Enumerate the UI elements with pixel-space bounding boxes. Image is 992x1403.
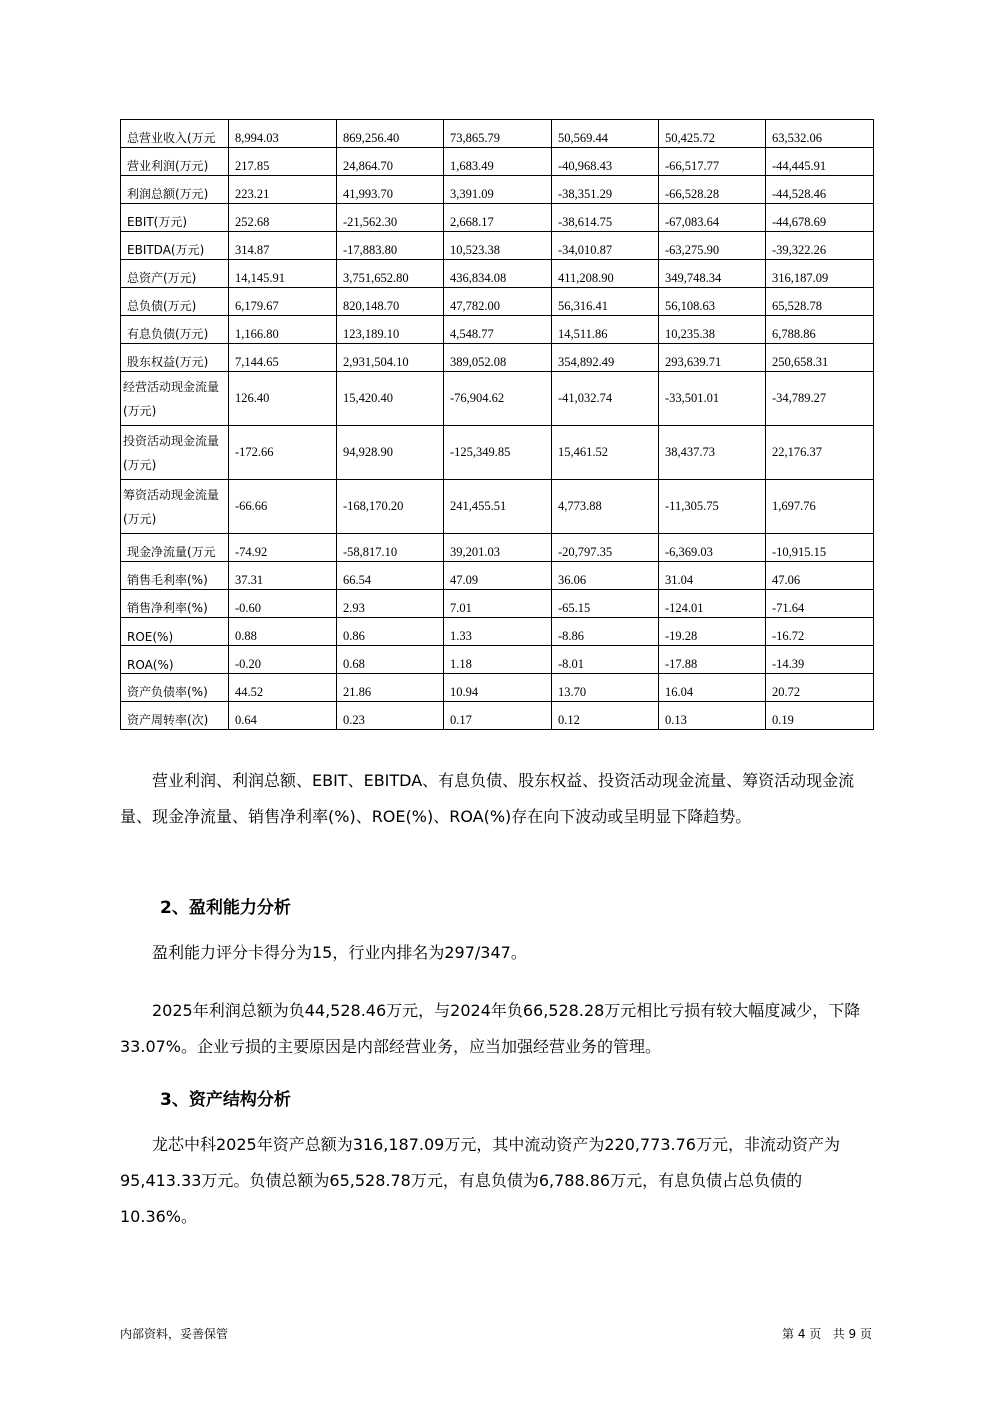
table-row bbox=[121, 618, 874, 646]
table-cell: 73,865.79 bbox=[444, 120, 552, 148]
table-cell: 293,639.71 bbox=[659, 344, 766, 372]
table-cell: 314.87 bbox=[229, 232, 337, 260]
table-cell: 126.40 bbox=[229, 372, 337, 426]
table-cell: -168,170.20 bbox=[337, 480, 444, 534]
table-cell: 252.68 bbox=[229, 204, 337, 232]
table-cell: 820,148.70 bbox=[337, 288, 444, 316]
table-cell: 0.64 bbox=[229, 702, 337, 730]
table-cell: -76,904.62 bbox=[444, 372, 552, 426]
table-cell: -11,305.75 bbox=[659, 480, 766, 534]
trend-paragraph: 营业利润、利润总额、EBIT、EBITDA、有息负债、股东权益、投资活动现金流量、筹资活动现金流量、现金净流量、销售净利率(%)、ROE(%)、ROA(%)存在向下波动或呈明显下降趋势。 bbox=[120, 771, 855, 826]
row-label: EBIT(万元) bbox=[121, 204, 229, 232]
table-cell: 1.18 bbox=[444, 646, 552, 674]
table-cell: -74.92 bbox=[229, 534, 337, 562]
table-cell: -44,678.69 bbox=[766, 204, 874, 232]
table-cell: 66.54 bbox=[337, 562, 444, 590]
table-cell: -0.20 bbox=[229, 646, 337, 674]
table-cell: 10.94 bbox=[444, 674, 552, 702]
table-cell: 47.06 bbox=[766, 562, 874, 590]
row-label: 销售净利率(%) bbox=[121, 590, 229, 618]
table-row bbox=[121, 590, 874, 618]
table-row bbox=[121, 148, 874, 176]
footer-page-number: 第 4 页 共 9 页 bbox=[782, 1327, 872, 1341]
profit-total-paragraph: 2025年利润总额为负44,528.46万元，与2024年负66,528.28万元相比亏损有较大幅度减少，下降33.07%。企业亏损的主要原因是内部经营业务，应当加强经营业务的管理。 bbox=[120, 1001, 861, 1056]
table-cell: 44.52 bbox=[229, 674, 337, 702]
table-cell: 56,108.63 bbox=[659, 288, 766, 316]
table-cell: -44,528.46 bbox=[766, 176, 874, 204]
table-cell: -66,517.77 bbox=[659, 148, 766, 176]
footer-confidential: 内部资料，妥善保管 bbox=[120, 1327, 229, 1341]
table-cell: 354,892.49 bbox=[552, 344, 659, 372]
table-row bbox=[121, 232, 874, 260]
table-row bbox=[121, 674, 874, 702]
table-cell: -44,445.91 bbox=[766, 148, 874, 176]
row-label: ROA(%) bbox=[121, 646, 229, 674]
table-cell: 50,425.72 bbox=[659, 120, 766, 148]
table-cell: 0.12 bbox=[552, 702, 659, 730]
table-cell: 0.23 bbox=[337, 702, 444, 730]
table-cell: -71.64 bbox=[766, 590, 874, 618]
table-cell: 56,316.41 bbox=[552, 288, 659, 316]
table-cell: 36.06 bbox=[552, 562, 659, 590]
table-cell: 16.04 bbox=[659, 674, 766, 702]
table-cell: 0.17 bbox=[444, 702, 552, 730]
table-cell: -67,083.64 bbox=[659, 204, 766, 232]
table-cell: 1,683.49 bbox=[444, 148, 552, 176]
table-cell: 3,391.09 bbox=[444, 176, 552, 204]
table-cell: -17,883.80 bbox=[337, 232, 444, 260]
section-heading-asset-structure: 3、资产结构分析 bbox=[160, 1090, 291, 1110]
table-cell: 316,187.09 bbox=[766, 260, 874, 288]
table-cell: -38,351.29 bbox=[552, 176, 659, 204]
table-row bbox=[121, 372, 874, 426]
table-row bbox=[121, 288, 874, 316]
row-label: 现金净流量(万元 bbox=[121, 534, 229, 562]
table-cell: 3,751,652.80 bbox=[337, 260, 444, 288]
table-cell: -65.15 bbox=[552, 590, 659, 618]
table-cell: -39,322.26 bbox=[766, 232, 874, 260]
table-cell: 41,993.70 bbox=[337, 176, 444, 204]
row-label: 有息负债(万元) bbox=[121, 316, 229, 344]
table-cell: 38,437.73 bbox=[659, 426, 766, 480]
asset-structure-paragraph: 龙芯中科2025年资产总额为316,187.09万元，其中流动资产为220,773.76万元，非流动资产为95,413.33万元。负债总额为65,528.78万元，有息负债为6,788.86万元，有息负债占总负债的10.36%。 bbox=[120, 1135, 840, 1226]
table-cell: -0.60 bbox=[229, 590, 337, 618]
table-cell: 349,748.34 bbox=[659, 260, 766, 288]
table-cell: -63,275.90 bbox=[659, 232, 766, 260]
table-cell: 22,176.37 bbox=[766, 426, 874, 480]
table-cell: 10,523.38 bbox=[444, 232, 552, 260]
table-cell: -125,349.85 bbox=[444, 426, 552, 480]
row-label: 总营业收入(万元 bbox=[121, 120, 229, 148]
table-cell: 24,864.70 bbox=[337, 148, 444, 176]
table-cell: -8.01 bbox=[552, 646, 659, 674]
table-cell: 0.88 bbox=[229, 618, 337, 646]
table-cell: -66.66 bbox=[229, 480, 337, 534]
table-cell: 65,528.78 bbox=[766, 288, 874, 316]
table-row bbox=[121, 204, 874, 232]
table-cell: -8.86 bbox=[552, 618, 659, 646]
table-cell: 1.33 bbox=[444, 618, 552, 646]
financial-table-body bbox=[121, 120, 874, 730]
table-row bbox=[121, 480, 874, 534]
table-row bbox=[121, 702, 874, 730]
table-cell: 47.09 bbox=[444, 562, 552, 590]
table-cell: 50,569.44 bbox=[552, 120, 659, 148]
table-cell: 14,145.91 bbox=[229, 260, 337, 288]
table-cell: 7,144.65 bbox=[229, 344, 337, 372]
table-row bbox=[121, 344, 874, 372]
table-cell: 13.70 bbox=[552, 674, 659, 702]
table-cell: 223.21 bbox=[229, 176, 337, 204]
table-cell: 94,928.90 bbox=[337, 426, 444, 480]
table-row bbox=[121, 646, 874, 674]
row-label: 利润总额(万元) bbox=[121, 176, 229, 204]
section-heading-profitability: 2、盈利能力分析 bbox=[160, 898, 291, 918]
table-cell: -58,817.10 bbox=[337, 534, 444, 562]
row-label: 销售毛利率(%) bbox=[121, 562, 229, 590]
table-cell: 436,834.08 bbox=[444, 260, 552, 288]
table-row bbox=[121, 176, 874, 204]
table-cell: -16.72 bbox=[766, 618, 874, 646]
table-cell: -10,915.15 bbox=[766, 534, 874, 562]
row-label: EBITDA(万元) bbox=[121, 232, 229, 260]
table-cell: 63,532.06 bbox=[766, 120, 874, 148]
table-cell: 6,179.67 bbox=[229, 288, 337, 316]
table-cell: -124.01 bbox=[659, 590, 766, 618]
table-cell: 1,166.80 bbox=[229, 316, 337, 344]
table-row bbox=[121, 316, 874, 344]
table-cell: 21.86 bbox=[337, 674, 444, 702]
table-cell: -34,010.87 bbox=[552, 232, 659, 260]
table-cell: -34,789.27 bbox=[766, 372, 874, 426]
table-cell: 217.85 bbox=[229, 148, 337, 176]
table-cell: 37.31 bbox=[229, 562, 337, 590]
row-label: 筹资活动现金流量(万元) bbox=[121, 480, 229, 534]
table-cell: 4,773.88 bbox=[552, 480, 659, 534]
table-cell: -20,797.35 bbox=[552, 534, 659, 562]
table-cell: -6,369.03 bbox=[659, 534, 766, 562]
table-cell: 6,788.86 bbox=[766, 316, 874, 344]
table-cell: 4,548.77 bbox=[444, 316, 552, 344]
table-cell: -66,528.28 bbox=[659, 176, 766, 204]
table-cell: 47,782.00 bbox=[444, 288, 552, 316]
table-row bbox=[121, 426, 874, 480]
row-label: 总负债(万元) bbox=[121, 288, 229, 316]
table-cell: 389,052.08 bbox=[444, 344, 552, 372]
table-cell: -40,968.43 bbox=[552, 148, 659, 176]
table-cell: -38,614.75 bbox=[552, 204, 659, 232]
table-row bbox=[121, 562, 874, 590]
table-cell: 2,931,504.10 bbox=[337, 344, 444, 372]
row-label: 资产负债率(%) bbox=[121, 674, 229, 702]
financial-table bbox=[120, 119, 874, 730]
row-label: ROE(%) bbox=[121, 618, 229, 646]
row-label: 经营活动现金流量(万元) bbox=[121, 372, 229, 426]
table-cell: 2,668.17 bbox=[444, 204, 552, 232]
table-cell: 10,235.38 bbox=[659, 316, 766, 344]
row-label: 投资活动现金流量(万元) bbox=[121, 426, 229, 480]
table-cell: 15,461.52 bbox=[552, 426, 659, 480]
table-cell: 250,658.31 bbox=[766, 344, 874, 372]
table-cell: 0.68 bbox=[337, 646, 444, 674]
table-cell: -172.66 bbox=[229, 426, 337, 480]
table-cell: 0.86 bbox=[337, 618, 444, 646]
table-cell: -41,032.74 bbox=[552, 372, 659, 426]
table-cell: -21,562.30 bbox=[337, 204, 444, 232]
table-cell: 869,256.40 bbox=[337, 120, 444, 148]
row-label: 总资产(万元) bbox=[121, 260, 229, 288]
row-label: 资产周转率(次) bbox=[121, 702, 229, 730]
row-label: 股东权益(万元) bbox=[121, 344, 229, 372]
table-cell: 14,511.86 bbox=[552, 316, 659, 344]
table-cell: 8,994.03 bbox=[229, 120, 337, 148]
profitability-score-paragraph: 盈利能力评分卡得分为15，行业内排名为297/347。 bbox=[152, 943, 527, 962]
table-row bbox=[121, 534, 874, 562]
table-cell: 411,208.90 bbox=[552, 260, 659, 288]
table-cell: 2.93 bbox=[337, 590, 444, 618]
table-cell: -17.88 bbox=[659, 646, 766, 674]
table-cell: 20.72 bbox=[766, 674, 874, 702]
table-cell: 123,189.10 bbox=[337, 316, 444, 344]
table-cell: -19.28 bbox=[659, 618, 766, 646]
table-cell: 0.19 bbox=[766, 702, 874, 730]
row-label: 营业利润(万元) bbox=[121, 148, 229, 176]
table-cell: 15,420.40 bbox=[337, 372, 444, 426]
table-cell: -14.39 bbox=[766, 646, 874, 674]
table-cell: 1,697.76 bbox=[766, 480, 874, 534]
table-cell: 7.01 bbox=[444, 590, 552, 618]
table-cell: 0.13 bbox=[659, 702, 766, 730]
table-row bbox=[121, 120, 874, 148]
table-row bbox=[121, 260, 874, 288]
table-cell: 31.04 bbox=[659, 562, 766, 590]
table-cell: -33,501.01 bbox=[659, 372, 766, 426]
table-cell: 39,201.03 bbox=[444, 534, 552, 562]
table-cell: 241,455.51 bbox=[444, 480, 552, 534]
